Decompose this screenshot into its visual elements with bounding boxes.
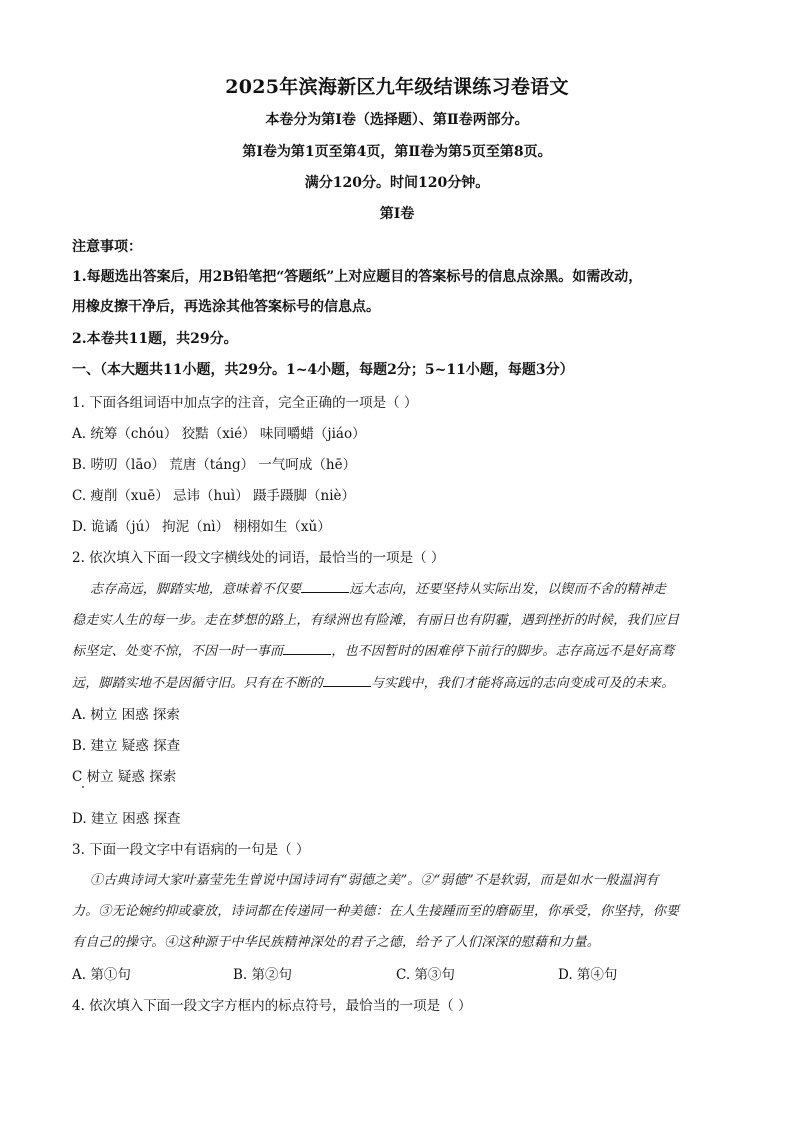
q2-stem: 2. 依次填入下面一段文字横线处的词语，最恰当的一项是（ ） <box>72 550 445 566</box>
q4-stem: 4. 依次填入下面一段文字方框内的标点符号，最恰当的一项是（ ） <box>72 998 472 1014</box>
notes-item-1a: 1.每题选出答案后，用2B铅笔把“答题纸”上对应题目的答案标号的信息点涂黑。如需改动， <box>72 269 643 285</box>
q3-option-a: A. 第①句 <box>72 967 131 983</box>
q2-p4a: 远，脚踏实地不是因循守旧。只有在不断的 <box>72 676 323 691</box>
blank-2 <box>283 644 331 655</box>
q2-passage-line-2: 稳走实人生的每一步。走在梦想的路上，有绿洲也有险滩，有丽日也有阴霾，遇到挫折的时候，我们应目 <box>72 613 680 628</box>
q3-option-b: B. 第②句 <box>233 967 293 983</box>
exam-score-time: 满分120分。时间120分钟。 <box>304 175 490 191</box>
q2-p3a: 标坚定、处变不惊，不因一时一事而 <box>72 644 284 659</box>
notes-heading: 注意事项： <box>72 239 142 255</box>
part-one-heading: 一、（本大题共11小题，共29分。1~4小题，每题2分；5~11小题，每题3分） <box>72 362 574 378</box>
q2-passage-line-1 <box>90 578 740 597</box>
q2-option-d: D. 建立 困惑 探查 <box>72 811 181 827</box>
q2-option-b: B. 建立 疑惑 探查 <box>72 738 181 754</box>
notes-item-1b: 用橡皮擦干净后，再选涂其他答案标号的信息点。 <box>72 299 380 315</box>
q1-option-b: B. 唠叨（lāo） 荒唐（táng） 一气呵成（hē） <box>72 457 357 473</box>
q3-option-c: C. 第③句 <box>396 967 455 983</box>
q1-option-a: A. 统筹（chóu） 狡黠（xié） 味同嚼蜡（jiáo） <box>72 426 366 442</box>
exam-structure-note: 本卷分为第Ⅰ卷（选择题）、第Ⅱ卷两部分。 <box>265 112 529 128</box>
q3-passage-line-3: 有自己的操守。④这种源于中华民族精神深处的君子之德，给予了人们深深的慰藉和力量。 <box>72 935 601 950</box>
q3-stem: 3. 下面一段文字中有语病的一句是（ ） <box>72 842 310 858</box>
q3-option-d: D. 第④句 <box>558 967 618 983</box>
section-heading: 第Ⅰ卷 <box>379 206 415 222</box>
stray-dot <box>82 786 84 788</box>
q2-passage-line-3 <box>72 640 722 659</box>
q2-p3b: ，也不因暂时的困难停下前行的脚步。志存高远不是好高骛 <box>331 644 675 659</box>
q1-option-d: D. 诡谲（jú） 拘泥（nì） 栩栩如生（xǔ） <box>72 519 331 535</box>
exam-pages-note: 第Ⅰ卷为第1页至第4页，第Ⅱ卷为第5页至第8页。 <box>242 144 552 160</box>
blank-1 <box>301 582 349 593</box>
q2-p1a: 志存高远，脚踏实地，意味着不仅要 <box>90 582 302 597</box>
q2-passage-line-4 <box>72 672 722 691</box>
q2-option-a: A. 树立 困惑 探索 <box>72 707 180 723</box>
q3-passage-line-2: 力。③无论婉约抑或豪放，诗词都在传递同一种美德：在人生接踵而至的磨砺里，你承受，你坚持，你要 <box>72 904 680 919</box>
q3-passage-line-1: ①古典诗词大家叶嘉莹先生曾说中国诗词有“弱德之美”。②“弱德”不是软弱，而是如水一般温润有 <box>90 873 659 888</box>
q2-p1b: 远大志向，还要坚持从实际出发，以锲而不舍的精神走 <box>349 582 667 597</box>
exam-title: 2025年滨海新区九年级结课练习卷语文 <box>225 76 569 98</box>
q1-stem: 1. 下面各组词语中加点字的注音，完全正确的一项是（ ） <box>72 395 418 411</box>
q2-option-c: C 树立 疑惑 探索 <box>72 769 177 785</box>
q2-p4b: 与实践中，我们才能将高远的志向变成可及的未来。 <box>370 676 675 691</box>
blank-3 <box>323 676 371 687</box>
notes-item-2: 2.本卷共11题，共29分。 <box>72 331 238 347</box>
q1-option-c: C. 瘦削（xuē） 忌讳（huì） 蹑手蹑脚（niè） <box>72 488 356 504</box>
